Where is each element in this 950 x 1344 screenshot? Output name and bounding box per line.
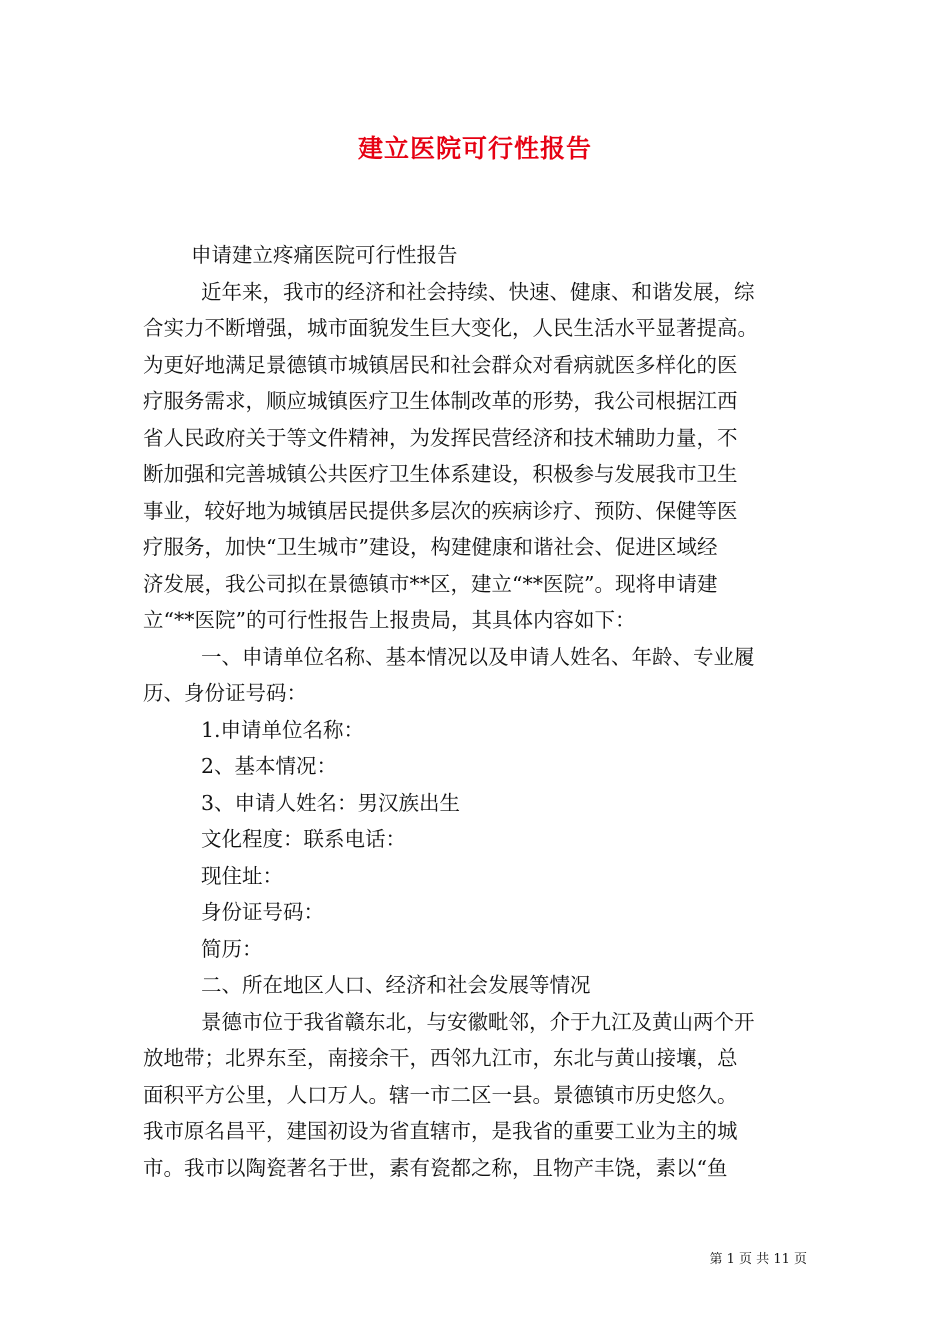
paragraph-line: 疗服务，加快“卫生城市”建设，构建健康和谐社会、促进区域经: [143, 535, 718, 559]
page-number: 第 1 页 共 11 页: [709, 1252, 807, 1267]
paragraph-line: 近年来，我市的经济和社会持续、快速、健康、和谐发展，综: [201, 279, 755, 304]
list-item: 身份证号码：: [201, 900, 324, 924]
paragraph-line: 疗服务需求，顺应城镇医疗卫生体制改革的形势，我公司根据江西: [143, 389, 738, 413]
list-item: 3、申请人姓名：男汉族出生: [201, 790, 461, 815]
paragraph-line: 放地带；北界东至，南接余干，西邻九江市，东北与黄山接壤，总: [143, 1046, 738, 1070]
section-1: [143, 639, 823, 968]
section-heading-continued: 历、身份证号码：: [143, 681, 307, 705]
list-item: 简历：: [201, 936, 263, 961]
paragraph-line: 合实力不断增强，城市面貌发生巨大变化，人民生活水平显著提高。: [143, 316, 758, 340]
list-item: 1.申请单位名称：: [201, 717, 365, 742]
paragraph-line: 我市原名昌平，建国初设为省直辖市，是我省的重要工业为主的城: [143, 1119, 738, 1143]
section-heading: 一、申请单位名称、基本情况以及申请人姓名、年龄、专业履: [201, 644, 755, 669]
paragraph-line: 景德市位于我省赣东北，与安徽毗邻，介于九江及黄山两个开: [201, 1009, 755, 1034]
paragraph-line: 面积平方公里，人口万人。辖一市二区一县。景德镇市历史悠久。: [143, 1082, 738, 1107]
list-item: 文化程度：联系电话：: [201, 827, 406, 851]
paragraph-line: 立“**医院”的可行性报告上报贵局，其具体内容如下：: [143, 608, 636, 632]
paragraph-line: 事业，较好地为城镇居民提供多层次的疾病诊疗、预防、保健等医: [143, 498, 738, 523]
paragraph-line: 为更好地满足景德镇市城镇居民和社会群众对看病就医多样化的医: [143, 352, 738, 377]
paragraph-line: 市。我市以陶瓷著名于世，素有瓷都之称，且物产丰饶，素以“鱼: [143, 1155, 728, 1180]
paragraph-line: 省人民政府关于等文件精神，为发挥民营经济和技术辅助力量，不: [143, 425, 738, 450]
paragraph-intro: [143, 274, 823, 639]
section-2: [143, 967, 823, 1186]
list-item: 2、基本情况：: [201, 754, 338, 778]
paragraph-line: 济发展，我公司拟在景德镇市**区，建立“**医院”。现将申请建: [143, 571, 718, 596]
list-item: 现住址：: [201, 863, 283, 888]
document-body: [143, 237, 823, 1186]
paragraph-line: 断加强和完善城镇公共医疗卫生体系建设，积极参与发展我市卫生: [143, 462, 738, 486]
document-title: 建立医院可行性报告: [357, 134, 592, 163]
section-heading: 二、所在地区人口、经济和社会发展等情况: [201, 973, 591, 997]
subtitle: 申请建立疼痛医院可行性报告: [191, 243, 458, 267]
